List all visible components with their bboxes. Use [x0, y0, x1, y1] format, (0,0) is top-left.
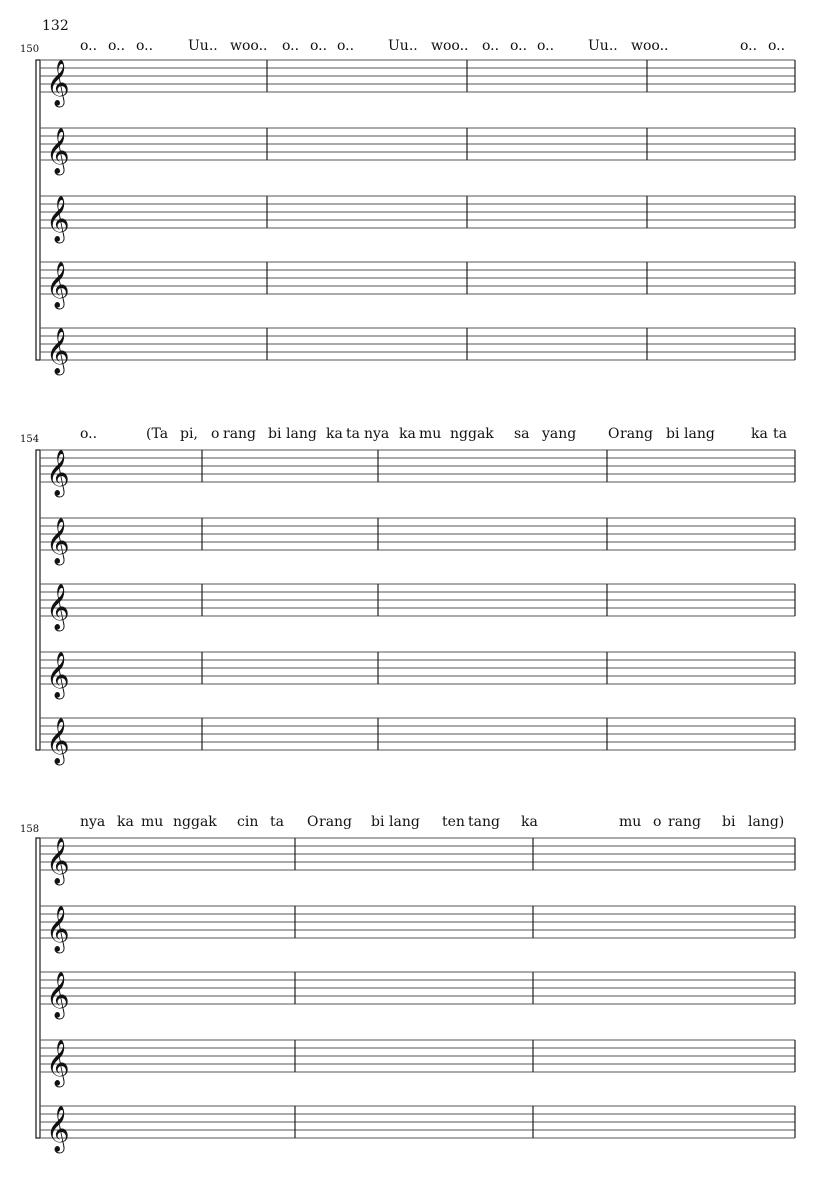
lyric-syllable: pi, — [180, 426, 198, 442]
lyric-syllable: mu — [619, 814, 642, 830]
system-3 — [20, 814, 795, 1154]
lyric-syllable: Uu.. — [388, 38, 418, 54]
treble-clef-icon: 𝄞 — [46, 196, 70, 242]
lyric-syllable: nggak — [450, 426, 494, 442]
treble-clef-icon: 𝄞 — [46, 718, 70, 764]
lyric-syllable: o.. — [80, 426, 98, 442]
lyric-syllable: ka — [117, 814, 134, 830]
staff — [40, 262, 795, 310]
staff — [40, 518, 795, 566]
lyric-syllable: o.. — [537, 38, 555, 54]
treble-clef-icon: 𝄞 — [46, 450, 70, 496]
lyric-syllable: mu — [141, 814, 164, 830]
staff — [40, 196, 795, 244]
treble-clef-icon: 𝄞 — [46, 60, 70, 106]
lyrics-line — [80, 814, 784, 830]
staff — [40, 838, 795, 886]
treble-clef-icon: 𝄞 — [46, 906, 70, 952]
lyric-syllable: o — [653, 814, 662, 830]
lyric-syllable: ka — [326, 426, 343, 442]
system-1 — [20, 38, 795, 376]
lyric-syllable: o.. — [136, 38, 154, 54]
treble-clef-icon: 𝄞 — [46, 838, 70, 884]
lyric-syllable: ta — [773, 426, 787, 442]
lyric-syllable: woo.. — [431, 38, 469, 54]
lyric-syllable: o.. — [108, 38, 126, 54]
lyric-syllable: bi — [722, 814, 736, 830]
lyric-syllable: Uu.. — [588, 38, 618, 54]
measure-number: 158 — [20, 824, 40, 835]
staff — [40, 584, 795, 632]
lyric-syllable: ka — [751, 426, 768, 442]
staff — [40, 1040, 795, 1088]
lyric-syllable: O — [608, 426, 620, 442]
lyric-syllable: o.. — [768, 38, 786, 54]
staff — [40, 60, 795, 108]
measure-number: 150 — [20, 44, 40, 55]
lyric-syllable: lang — [286, 426, 317, 442]
lyric-syllable: O — [307, 814, 319, 830]
lyric-syllable: yang — [542, 426, 577, 442]
treble-clef-icon: 𝄞 — [46, 128, 70, 174]
staff — [40, 652, 795, 700]
staff — [40, 328, 795, 376]
lyric-syllable: lang — [684, 426, 715, 442]
lyric-syllable: woo.. — [631, 38, 669, 54]
lyrics-line — [80, 38, 785, 54]
lyric-syllable: ta — [346, 426, 360, 442]
staff — [40, 906, 795, 954]
lyric-syllable: mu — [419, 426, 442, 442]
lyric-syllable: rang — [668, 814, 702, 830]
lyric-syllable: ten — [442, 814, 465, 830]
lyric-syllable: tang — [468, 814, 500, 830]
lyric-syllable: (Ta — [146, 426, 169, 442]
lyric-syllable: nggak — [173, 814, 217, 830]
lyric-syllable: bi — [666, 426, 680, 442]
treble-clef-icon: 𝄞 — [46, 1040, 70, 1086]
staff — [40, 718, 795, 766]
lyric-syllable: o.. — [337, 38, 355, 54]
lyric-syllable: bi — [371, 814, 385, 830]
lyric-syllable: Uu.. — [188, 38, 218, 54]
lyric-syllable: rang — [620, 426, 654, 442]
treble-clef-icon: 𝄞 — [46, 328, 70, 374]
treble-clef-icon: 𝄞 — [46, 1106, 70, 1152]
treble-clef-icon: 𝄞 — [46, 584, 70, 630]
lyric-syllable: rang — [223, 426, 257, 442]
staff — [40, 128, 795, 176]
lyric-syllable: ka — [399, 426, 416, 442]
lyrics-line — [80, 426, 787, 442]
treble-clef-icon: 𝄞 — [46, 972, 70, 1018]
lyric-syllable: nya — [364, 426, 390, 442]
staff — [40, 1106, 795, 1154]
lyric-syllable: o.. — [482, 38, 500, 54]
treble-clef-icon: 𝄞 — [46, 652, 70, 698]
lyric-syllable: o.. — [740, 38, 758, 54]
lyric-syllable: lang) — [748, 814, 785, 830]
lyric-syllable: rang — [319, 814, 353, 830]
lyric-syllable: o.. — [282, 38, 300, 54]
staff — [40, 972, 795, 1020]
lyric-syllable: o.. — [510, 38, 528, 54]
system-2 — [20, 426, 795, 766]
page-number: 132 — [42, 18, 69, 34]
lyric-syllable: o.. — [80, 38, 98, 54]
lyric-syllable: nya — [80, 814, 106, 830]
lyric-syllable: woo.. — [230, 38, 268, 54]
lyric-syllable: ka — [521, 814, 538, 830]
staff — [40, 450, 795, 498]
lyric-syllable: sa — [514, 426, 530, 442]
measure-barlines — [267, 60, 795, 360]
lyric-syllable: lang — [389, 814, 420, 830]
lyric-syllable: cin — [237, 814, 259, 830]
lyric-syllable: o.. — [310, 38, 328, 54]
measure-number: 154 — [20, 434, 40, 445]
treble-clef-icon: 𝄞 — [46, 518, 70, 564]
lyric-syllable: bi — [268, 426, 282, 442]
lyric-syllable: o — [211, 426, 220, 442]
lyric-syllable: ta — [270, 814, 284, 830]
treble-clef-icon: 𝄞 — [46, 262, 70, 308]
